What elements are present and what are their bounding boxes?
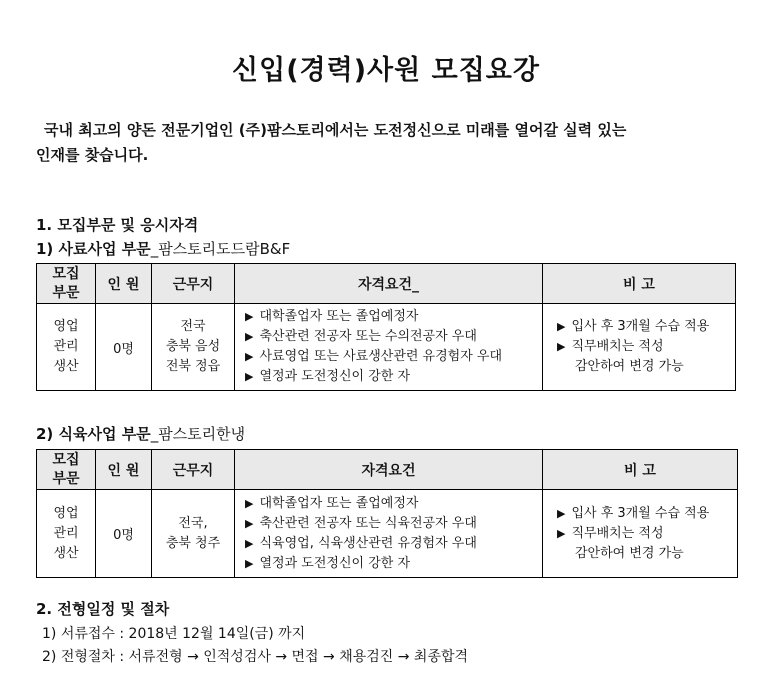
list-item: ▶ 식육영업, 식육생산관련 유경험자 우대 <box>245 535 477 551</box>
recruit-table-2 <box>36 449 738 578</box>
list-item: ▶ 열정과 도전정신이 강한 자 <box>245 555 411 571</box>
bullet-triangle-icon: ▶ <box>245 536 254 550</box>
note-continuation: 감안하여 변경 가능 <box>575 545 684 561</box>
qualification-cell <box>235 304 543 391</box>
count-cell: 0명 <box>96 490 152 578</box>
section-1-heading: 1. 모집부문 및 응시자격 <box>36 216 199 234</box>
qualification-cell <box>235 490 543 578</box>
bullet-triangle-icon: ▶ <box>245 370 254 383</box>
table-row <box>37 304 736 391</box>
dept-cell: 영업 관리 생산 <box>37 490 96 578</box>
th-location: 근무지 <box>152 264 235 304</box>
section-2-heading: 2. 전형일정 및 절차 <box>36 600 170 618</box>
bullet-triangle-icon: ▶ <box>557 320 566 333</box>
subsection-1-heading <box>36 238 290 259</box>
intro-line-2: 인재를 찾습니다. <box>36 146 149 164</box>
subsection-2-suffix: _팜스토리한냉 <box>150 425 246 443</box>
table-2-header-row <box>37 450 738 490</box>
th-note: 비 고 <box>543 450 738 490</box>
location-cell: 전국, 충북 청주 <box>152 490 235 578</box>
list-item: ▶ 열정과 도전정신이 강한 자 <box>245 369 411 384</box>
schedule-step-1: 1) 서류접수 : 2018년 12월 14일(금) 까지 <box>42 626 306 642</box>
note-continuation: 감안하여 변경 가능 <box>575 359 684 374</box>
subsection-1-suffix: _팜스토리도드람B&F <box>150 240 291 258</box>
list-item: ▶ 입사 후 3개월 수습 적용 <box>557 319 710 334</box>
th-note: 비 고 <box>543 264 736 304</box>
th-dept: 모집 부문 <box>37 264 96 304</box>
subsection-2-heading <box>36 423 245 444</box>
bullet-triangle-icon: ▶ <box>245 516 254 530</box>
dept-cell: 영업 관리 생산 <box>37 304 96 391</box>
list-item: ▶ 대학졸업자 또는 졸업예정자 <box>245 309 419 324</box>
bullet-triangle-icon: ▶ <box>557 506 566 520</box>
th-qualification: 자격요건_ <box>235 264 543 304</box>
subsection-2-label: 2) 식육사업 부문 <box>36 425 151 443</box>
intro-text <box>36 118 736 168</box>
list-item: ▶ 입사 후 3개월 수습 적용 <box>557 505 710 521</box>
list-item: ▶ 직무배치는 적성 <box>557 339 664 354</box>
th-dept: 모집 부문 <box>37 450 96 490</box>
list-item: ▶ 사료영업 또는 사료생산관련 유경험자 우대 <box>245 349 503 364</box>
page-title: 신입(경력)사원 모집요강 <box>232 55 540 86</box>
subsection-1-label: 1) 사료사업 부문 <box>36 240 151 258</box>
th-count: 인 원 <box>96 264 152 304</box>
list-item: ▶ 직무배치는 적성 <box>557 525 664 541</box>
list-item: ▶ 축산관련 전공자 또는 수의전공자 우대 <box>245 329 477 344</box>
count-cell: 0명 <box>96 304 152 391</box>
list-item: ▶ 대학졸업자 또는 졸업예정자 <box>245 495 419 511</box>
bullet-triangle-icon: ▶ <box>557 340 566 353</box>
recruit-table-1 <box>36 263 736 391</box>
bullet-triangle-icon: ▶ <box>245 556 254 570</box>
th-count: 인 원 <box>96 450 152 490</box>
note-cell <box>543 490 738 578</box>
th-qualification: 자격요건 <box>235 450 543 490</box>
location-cell: 전국 충북 음성 전북 정읍 <box>152 304 235 391</box>
table-1-header-row <box>37 264 736 304</box>
note-cell <box>543 304 736 391</box>
bullet-triangle-icon: ▶ <box>245 310 254 323</box>
bullet-triangle-icon: ▶ <box>245 496 254 510</box>
intro-line-1: 국내 최고의 양돈 전문기업인 (주)팜스토리에서는 도전정신으로 미래를 열어갈 실력 있는 <box>44 121 627 139</box>
bullet-triangle-icon: ▶ <box>245 330 254 343</box>
th-location: 근무지 <box>152 450 235 490</box>
table-row <box>37 490 738 578</box>
bullet-triangle-icon: ▶ <box>245 350 254 363</box>
bullet-triangle-icon: ▶ <box>557 526 566 540</box>
list-item: ▶ 축산관련 전공자 또는 식육전공자 우대 <box>245 515 477 531</box>
schedule-step-2: 2) 전형절차 : 서류전형 → 인적성검사 → 면접 → 채용검진 → 최종합격 <box>42 649 469 665</box>
